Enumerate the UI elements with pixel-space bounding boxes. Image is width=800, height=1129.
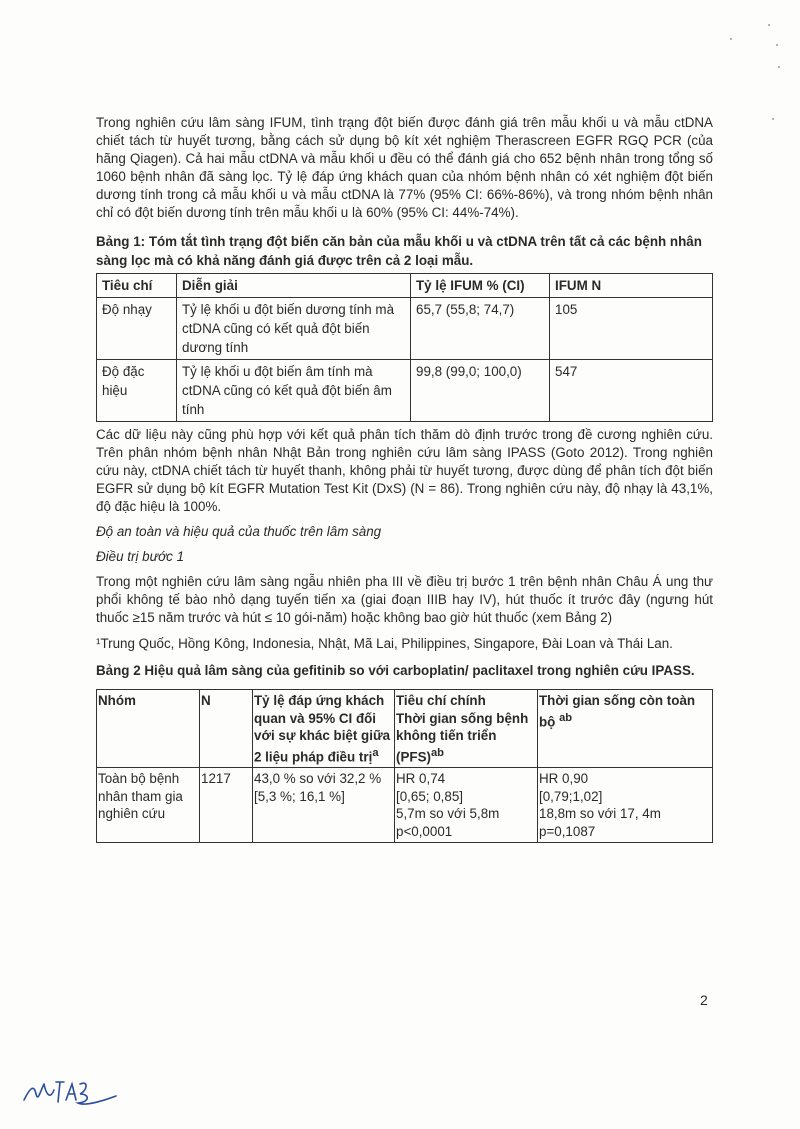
intro-paragraph: Trong nghiên cứu lâm sàng IFUM, tình trạng đột biến được đánh giá trên mẫu khối u và mẫu ctDNA chiết tách từ huyết tương, bằng cách sử dụng bộ kít xét nghiệm Therascreen EGFR RGQ PCR (của hãng Qiagen). Cả hai mẫu ctDNA và mẫu khối u đều có thể đánh giá cho 652 bệnh nhân trong tổng số 1060 bệnh nhân đã sàng lọc. Tỷ lệ đáp ứng khách quan của nhóm bệnh nhân có xét nghiệm đột biến dương tính trong cả mẫu khối u và mẫu ctDNA là 77% (95% CI: 66%-86%), và trong nhóm bệnh nhân chỉ có đột biến dương tính trên mẫu khối u là 60% (95% CI: 44%-74%). xyxy=(96,115,713,220)
table1-header-row xyxy=(97,274,713,298)
document-page xyxy=(96,114,713,843)
pfs-hr: HR 0,74 xyxy=(396,771,446,787)
os-ci: [0,79;1,02] xyxy=(539,788,603,804)
table2-os-cell xyxy=(538,768,713,843)
handwritten-signature xyxy=(20,1070,130,1110)
table2-orr-cell xyxy=(253,768,395,843)
table2-header-n: N xyxy=(200,690,253,768)
table-cell: Tỷ lệ khối u đột biến dương tính mà ctDNA cũng có kết quả đột biến dương tính xyxy=(177,298,411,360)
country-footnote: ¹Trung Quốc, Hồng Kông, Indonesia, Nhật, Mã Lai, Philippines, Singapore, Đài Loan và Thái Lan. xyxy=(96,636,673,651)
scan-speck xyxy=(772,118,774,120)
table1-header-cell: Diễn giải xyxy=(177,274,411,298)
table-row xyxy=(97,298,713,360)
table-cell: Độ nhạy xyxy=(97,298,177,360)
orr-header-sup: a xyxy=(372,746,379,759)
primary-endpoint-label: Tiêu chí chính xyxy=(396,693,486,708)
os-hr: HR 0,90 xyxy=(539,771,589,787)
pfs-header-text: Thời gian sống bệnh không tiến triển (PFS) xyxy=(396,710,529,764)
scan-speck xyxy=(730,38,732,40)
table1-caption: Bảng 1: Tóm tắt tình trạng đột biến căn bản của mẫu khối u và ctDNA trên tất cả các bệnh nhân sàng lọc mà có khả năng đánh giá được trên cả 2 loại mẫu. xyxy=(96,234,702,268)
pfs-median: 5,7m so với 5,8m xyxy=(396,806,500,822)
table-row xyxy=(97,360,713,422)
table-cell: Tỷ lệ khối u đột biến âm tính mà ctDNA cũng có kết quả đột biến âm tính xyxy=(177,360,411,422)
table-cell: 547 xyxy=(550,360,713,422)
table2-n-cell: 1217 xyxy=(200,768,253,843)
scan-speck xyxy=(778,66,780,68)
table1-header-cell: IFUM N xyxy=(550,274,713,298)
heading-first-line: Điều trị bước 1 xyxy=(96,549,185,564)
table2-header-orr xyxy=(253,690,395,768)
table2-header-os xyxy=(538,690,713,768)
table2-header-group: Nhóm xyxy=(97,690,200,768)
table-cell: 99,8 (99,0; 100,0) xyxy=(411,360,550,422)
table1-header-cell: Tiêu chí xyxy=(97,274,177,298)
ipass-paragraph: Trong một nghiên cứu lâm sàng ngẫu nhiên pha III về điều trị bước 1 trên bệnh nhân Châu Á ung thư phổi không tế bào nhỏ dạng tuyến tiến xa (giai đoạn IIIB hay IV), hút thuốc ít trước đây (ngưng hút thuốc ≥15 năm trước và hút ≤ 10 gói-năm) hoặc không bao giờ hút thuốc (xem Bảng 2) xyxy=(96,574,713,625)
consistency-paragraph: Các dữ liệu này cũng phù hợp với kết quả phân tích thăm dò định trước trong đề cương nghiên cứu. Trên phân nhóm bệnh nhân Nhật Bản trong nghiên cứu lâm sàng IPASS (Goto 2012). Trong nghiên cứu này, ctDNA chiết tách từ huyết thanh, không phải từ huyết tương, được dùng để phân tích đột biến EGFR sử dụng bộ kít EGFR Mutation Test Kit (DxS) (N = 86). Trong nghiên cứu này, độ nhạy là 43,1%, độ đặc hiệu là 100%. xyxy=(96,427,713,514)
table2-caption: Bảng 2 Hiệu quả lâm sàng của gefitinib so với carboplatin/ paclitaxel trong nghiên cứu IPASS. xyxy=(96,663,695,678)
scan-speck xyxy=(768,24,770,26)
os-median: 18,8m so với 17, 4m xyxy=(539,806,661,822)
table-cell: 65,7 (55,8; 74,7) xyxy=(411,298,550,360)
table-row xyxy=(97,768,713,843)
os-header-text: Thời gian sống còn toàn bộ xyxy=(539,693,696,729)
orr-ci: [5,3 %; 16,1 %] xyxy=(254,788,345,804)
pfs-ci: [0,65; 0,85] xyxy=(396,788,464,804)
os-header-sup: ab xyxy=(559,711,573,724)
pfs-pvalue: p<0,0001 xyxy=(396,823,453,839)
os-pvalue: p=0,1087 xyxy=(539,823,596,839)
table2-header-pfs xyxy=(395,690,538,768)
page-number: 2 xyxy=(700,992,708,1008)
pfs-header-sup: ab xyxy=(430,746,444,759)
orr-header-text: Tỷ lệ đáp ứng khách quan và 95% CI đối với sự khác biệt giữa 2 liệu pháp điều trị xyxy=(254,693,391,764)
table2 xyxy=(96,689,713,843)
heading-safety-efficacy: Độ an toàn và hiệu quả của thuốc trên lâm sàng xyxy=(96,524,382,539)
scan-speck xyxy=(776,44,778,46)
table2-header-row xyxy=(97,690,713,768)
orr-value: 43,0 % so với 32,2 % xyxy=(254,771,382,787)
table2-group-cell: Toàn bộ bệnh nhân tham gia nghiên cứu xyxy=(97,768,200,843)
table-cell: Độ đặc hiệu xyxy=(97,360,177,422)
table1-header-cell: Tỷ lệ IFUM % (CI) xyxy=(411,274,550,298)
table1 xyxy=(96,273,713,422)
table-cell: 105 xyxy=(550,298,713,360)
table2-pfs-cell xyxy=(395,768,538,843)
